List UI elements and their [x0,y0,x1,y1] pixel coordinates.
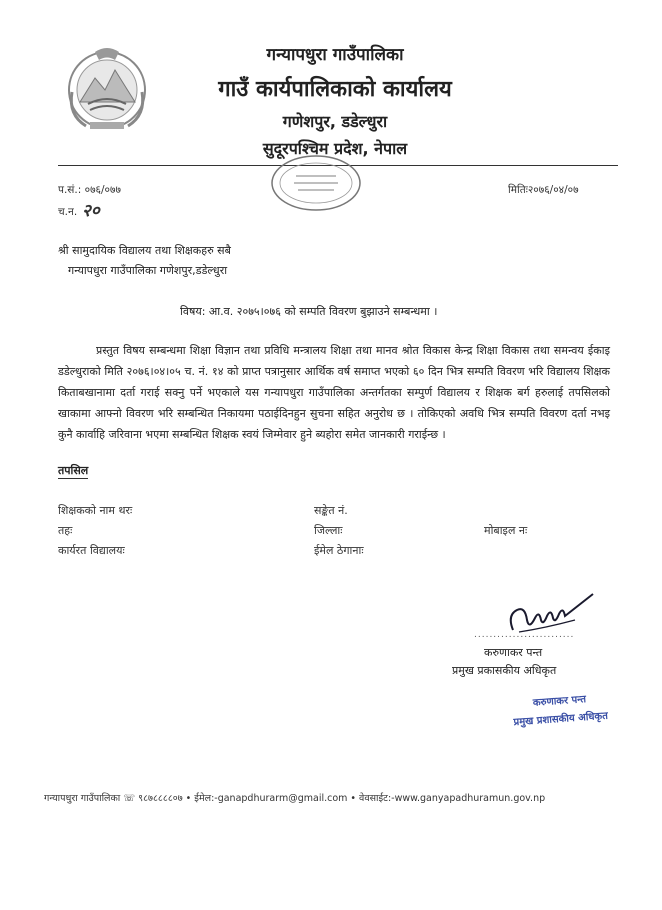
signatory-name: करुणाकर पन्त [484,646,543,659]
name-stamp [504,689,616,729]
tapasil-heading: तपसिल [58,464,89,477]
teacher-name-label: शिक्षकको नाम थरः [58,504,133,517]
school-label: कार्यरत विद्यालयः [58,544,125,557]
dispatch-label: च.न. [58,206,78,218]
level-label: तहः [58,524,73,537]
email-label: ईमेल ठेगानाः [314,544,364,557]
district-label: जिल्लाः [314,524,343,537]
reference-number: प.सं.: ०७६/०७७ [58,184,121,196]
letter-body: प्रस्तुत विषय सम्बन्धमा शिक्षा विज्ञान तथा प्रविधि मन्त्रालय शिक्षा तथा मानव श्रोत विकास केन्द्र शिक्षा विकास तथा समन्वय ईकाइ डडेल्धुराको मिति २०७६।०४।०५ च. नं. १४ को प्राप्त पत्रानुसार आर्थिक वर्ष समाप्त भएको ६० दिन भित्र सम्पति विवरण भरि विद्यालय शिक्षक किताबखानामा दर्ता गराई सक्नु पर्ने भएकाले यस गन्यापधुरा गाउँपालिका अन्तर्गतका सम्पुर्ण विद्यालय र शिक्षक बर्ग हरुलाई तपसिलको खाकामा आफ्नो विवरण भरि सम्बन्धित निकायमा पठाईदिनहुन सुचना सहित अनुरोध छ । तोकिएको अवधि भित्र सम्पति विवरण दर्ता नभइ कुनै कार्वाहि जरिवाना भएमा सम्बन्धित शिक्षक स्वयं जिम्मेवार हुने ब्यहोरा समेत जानकारी गराईन्छ । [58,344,610,441]
stamp-title: प्रमुख प्रशासकीय अधिकृत [513,710,609,729]
municipality-name: गन्यापधुरा गाउँपालिका [266,45,404,65]
dispatch-number: २० [82,201,100,221]
addressee-line-1: श्री सामुदायिक विद्यालय तथा शिक्षकहरु सबै [58,244,231,257]
province-country: सुदूरपश्चिम प्रदेश, नेपाल [262,139,408,158]
signature-line: .......................... [474,630,575,640]
office-stamp-icon [268,152,364,214]
letter-subject: विषय: आ.व. २०७५।०७६ को सम्पति विवरण बुझाउने सम्बन्धमा । [180,305,438,318]
signatory-title: प्रमुख प्रकासकीय अधिकृत [452,664,557,677]
stamp-name: करुणाकर पन्त [532,694,587,709]
code-number-label: सङ्केत नं. [314,504,348,517]
letter-date: मितिः२०७६/०४/०७ [508,184,579,196]
nepal-emblem-icon [60,40,155,135]
office-name: गाउँ कार्यपालिकाको कार्यालय [218,77,452,102]
letter-footer: गन्यापधुरा गाउँपालिका ☏ ९८७८८८८०७ • ईमेल:-ganapdhurarm@gmail.com • वेवसाईट:-www.ganyapadhuramun.gov.np [44,793,546,804]
addressee-line-2: गन्यापधुरा गाउँपालिका गणेशपुर,डडेल्धुरा [68,264,228,277]
mobile-label: मोबाइल नः [484,524,528,537]
office-location: गणेशपुर, डडेल्धुरा [282,112,388,131]
